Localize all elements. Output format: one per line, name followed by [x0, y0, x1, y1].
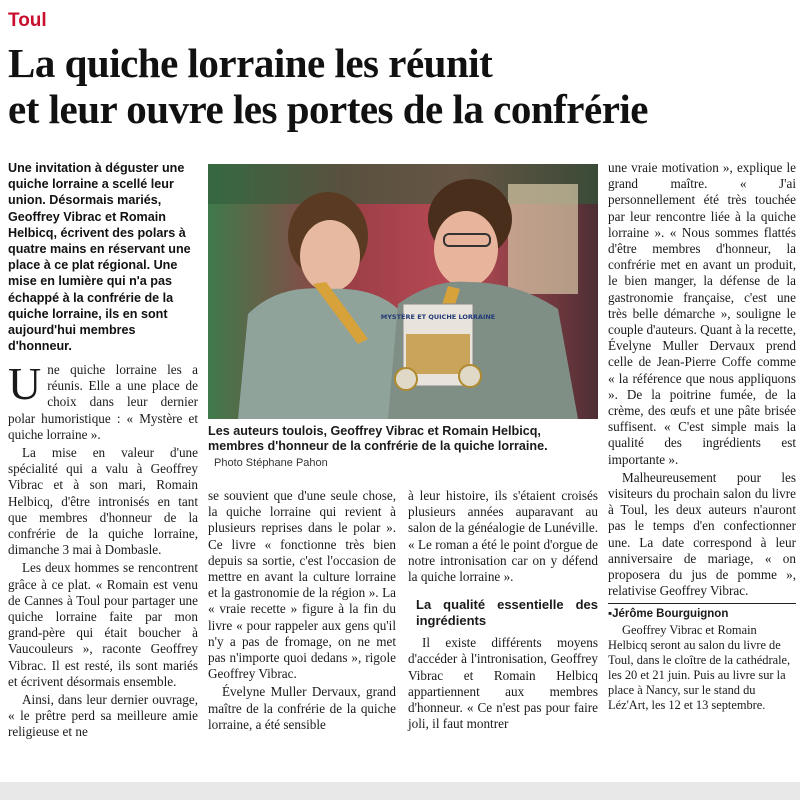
col4-paragraph: Malheureusement pour les visiteurs du prochain salon du livre à Toul, les deux auteurs n'auront pas le temps d'en confectionner une. La date correspond à leur anniversaire de mariage, « on proposera du jus de pomme », relativise Geoffrey Vibrac.: [608, 469, 796, 599]
lead-paragraph: Une invitation à déguster une quiche lorraine a scellé leur union. Désormais mariés, Geoffrey Vibrac et Romain Helbicq, écrivent des polars à quatre mains en réservant une place à ce plat régional. Une mise en lumière qui n'a pas échappé à la confrérie de la quiche lorraine, ils en sont aujourd'hui membres d'honneur.: [8, 161, 191, 354]
col4-paragraph: une vraie motivation », explique le grand maître. « J'ai personnellement été très touchée par leur rencontre liée à la quiche lorraine ». « Nous sommes flattés d'être membres d'honneur, la confrérie met en avant un produit, le bien manger, la défense de la gastronomie française, c'est une très belle démarche », souligne le couple d'auteurs. Quant à la recette, Évelyne Muller Dervaux prend celle de Jean-Pierre Coffe comme « la référence que nous appliquons ». De la poitrine fumée, de la crème, des œufs et une pâte brisée suffisent. « C'est simple mais la qualité des ingrédients est importante ».: [608, 160, 797, 467]
photo-credit: Photo Stéphane Pahon: [214, 457, 328, 469]
article-column-4: [608, 160, 796, 715]
col1-paragraph: Ainsi, dans leur dernier ouvrage, « le prêtre perd sa meilleure amie religieuse et ne: [8, 692, 198, 740]
photo-caption: Les auteurs toulois, Geoffrey Vibrac et Romain Helbicq, membres d'honneur de la confrérie de la quiche lorraine.: [208, 424, 548, 453]
article-column-1: [8, 358, 198, 743]
article-column-2: [208, 488, 396, 735]
article-photo: [208, 164, 598, 419]
section-subheading: La qualité essentielle des ingrédients: [416, 597, 598, 629]
col1-paragraph: [8, 358, 198, 443]
col1-paragraph: La mise en valeur d'une spécialité qui a valu à Geoffrey Vibrac et à son mari, Romain Helbicq, d'être intronisés en tant que membres d'honneur de la confrérie de la quiche lorraine, dimanche 3 mai à Dombasle.: [8, 445, 198, 558]
book-title-text: MYSTÈRE ET QUICHE LORRAINE: [380, 313, 496, 321]
headline-line-1: La quiche lorraine les réunit: [8, 40, 493, 86]
headline-line-2: et leur ouvre les portes de la confrérie: [8, 86, 648, 132]
page-bottom-strip: [0, 782, 800, 800]
photo-illustration: [208, 164, 598, 419]
author-byline: ▪Jérôme Bourguignon: [608, 603, 796, 622]
article-column-3: [408, 488, 598, 734]
col3-paragraph: Il existe différents moyens d'accéder à l'intronisation, Geoffrey Vibrac et Romain Helbicq appartiennent aux membres d'honneur. « Ce n'est pas pour faire joli, il faut montrer: [408, 635, 598, 732]
event-info: Geoffrey Vibrac et Romain Helbicq seront au salon du livre de Toul, dans le cloître de la cathédrale, les 20 et 21 juin. Puis au livre sur la place à Nancy, sur le stand du Léz'Art, les 12 et 13 septembre.: [608, 622, 791, 712]
col2-paragraph: se souvient que d'une seule chose, la quiche lorraine qui revient à plusieurs reprises dans le polar ». Ce livre « fonctionne très bien depuis sa sortie, c'est l'occasion de mettre en avant la culture lorraine et la gastronomie de la région ». La « vraie recette » figure à la fin du livre « pour rappeler aux gens qu'il n'y a pas de fromage, on ne met pas n'importe quoi dedans », rigole Geoffrey Vibrac.: [208, 488, 396, 682]
drop-cap: U: [8, 358, 42, 409]
section-rubric: Toul: [8, 10, 47, 31]
col2-paragraph: Évelyne Muller Dervaux, grand maître de la confrérie de la quiche lorraine, a été sensible: [208, 684, 396, 732]
col1-paragraph: Les deux hommes se rencontrent grâce à ce plat. « Romain est venu de Cannes à Toul pour partager une quiche lorraine faite par mon grand-père qui était boucher à Vaucouleurs », raconte Geoffrey Vibrac. Il est resté, ils sont mariés et écrivent désormais ensemble.: [8, 560, 198, 689]
col3-paragraph: à leur histoire, ils s'étaient croisés plusieurs années auparavant au salon de la généalogie de Lunéville. « Le roman a été le point d'orgue de notre intronisation car on y défend la quiche lorraine ».: [408, 488, 598, 585]
col1-p1-text: ne quiche lorraine les a réunis. Elle a une place de choix dans leur dernier polar humoristique : « Mystère et quiche lorraine ».: [8, 362, 198, 442]
headline: [8, 40, 798, 132]
